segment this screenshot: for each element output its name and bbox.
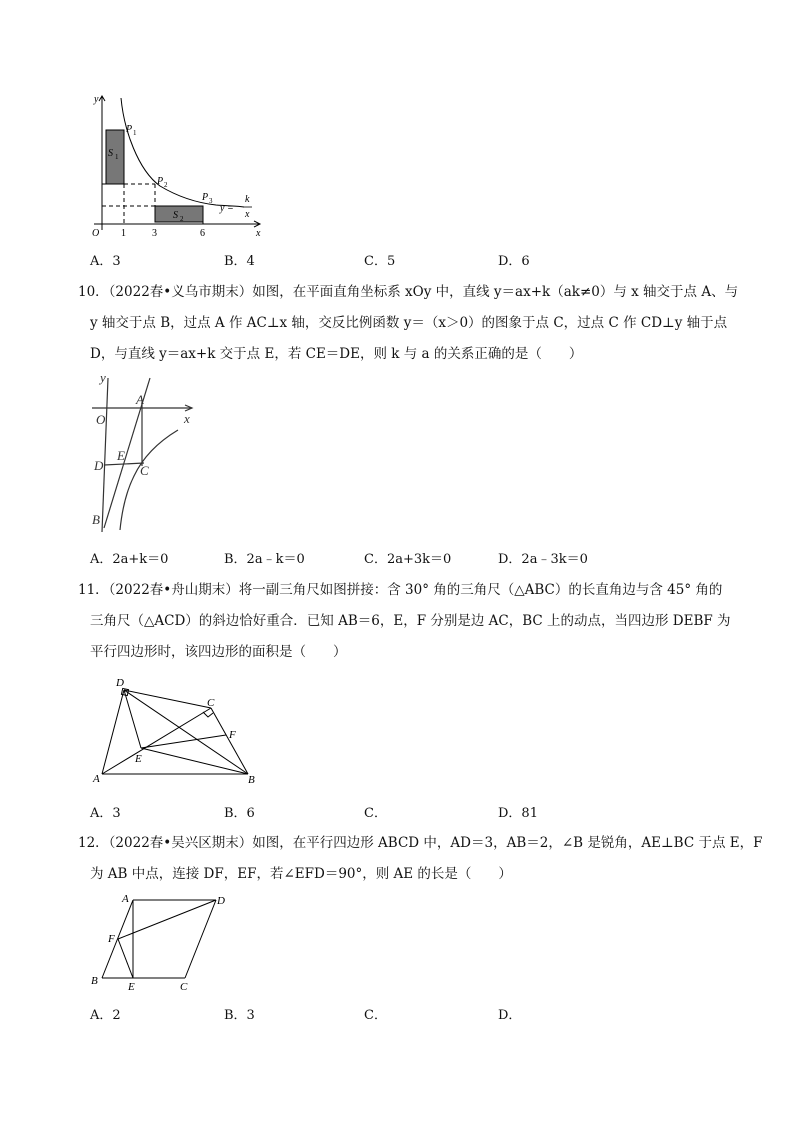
q10-hyperbola [120, 430, 178, 530]
q12-label-d: D [217, 895, 225, 907]
q9-eq-x: x [245, 209, 250, 220]
q9-label-p1: P [126, 124, 133, 135]
q9-label-s1: S [108, 148, 113, 159]
q10-line-3: D，与直线 y＝ax+k 交于点 E，若 CE＝DE，则 k 与 a 的关系正确的是（ ） [90, 346, 583, 362]
q12-line-1: 12．（2022春•吴兴区期末）如图，在平行四边形 ABCD 中，AD＝3，AB＝2，∠B 是锐角，AE⊥BC 于点 E，F [78, 835, 763, 851]
q9-label-p2-sub: 2 [164, 181, 168, 189]
q9-figure [88, 90, 268, 238]
q9-label-s1-sub: 1 [115, 153, 119, 161]
q12-line-2: 为 AB 中点，连接 DF，EF，若∠EFD＝90°，则 AE 的长是（ ） [90, 866, 512, 882]
q9-label-s2-sub: 2 [180, 215, 184, 223]
q10-label-e: E [117, 448, 125, 463]
q12-option-c: C． [364, 1008, 387, 1023]
q9-label-y: y [94, 94, 99, 105]
q12-option-b: B．3 [224, 1008, 255, 1023]
q10-stem [78, 277, 739, 370]
q12-option-a: A．2 [90, 1008, 121, 1023]
q10-label-b: B [92, 512, 100, 527]
q11-label-f: F [229, 729, 236, 741]
q9-label-p3-sub: 3 [209, 197, 213, 205]
q11-stem [78, 575, 731, 668]
q9-eq-y: y = [220, 203, 234, 214]
q11-line-1: 11．（2022春•舟山期末）将一副三角尺如图拼接：含 30° 角的三角尺（△ABC）的长直角边与含 45° 角的 [78, 582, 723, 598]
q12-label-f: F [108, 933, 115, 945]
q10-label-d: D [94, 458, 104, 473]
q12-label-b: B [91, 975, 98, 987]
q9-label-p1-sub: 1 [133, 129, 137, 137]
q11-option-a: A．3 [90, 806, 121, 821]
q9-label-s2: S [173, 210, 178, 221]
q9-option-d: D．6 [498, 254, 530, 269]
q11-option-c: C． [364, 806, 387, 821]
q9-eq-k: k [245, 194, 250, 205]
q10-line-2: y 轴交于点 B，过点 A 作 AC⊥x 轴，交反比例函数 y＝（x＞0）的图象于点 C，过点 C 作 CD⊥y 轴于点 [90, 315, 728, 331]
q12-label-e: E [128, 981, 135, 993]
q11-option-d: D．81 [498, 806, 538, 821]
q10-y-axis [102, 378, 108, 532]
q10-line-1: 10．（2022春•义乌市期末）如图，在平面直角坐标系 xOy 中，直线 y＝ax+k（ak≠0）与 x 轴交于点 A、与 [78, 284, 739, 300]
q9-hyperbola [121, 98, 244, 207]
q11-option-b: B．6 [224, 806, 255, 821]
q11-line-3: 平行四边形时，该四边形的面积是（ ） [90, 644, 347, 660]
q10-option-c: C．2a+3k＝0 [364, 552, 452, 567]
q10-label-o: O [96, 412, 106, 427]
q10-label-x: x [184, 411, 190, 426]
q10-option-b: B．2a﹣k＝0 [224, 552, 305, 567]
q11-label-d: D [116, 677, 124, 689]
q10-label-y: y [100, 372, 106, 385]
q9-label-o: O [92, 228, 100, 238]
q12-label-a: A [122, 893, 129, 905]
q9-option-a: A．3 [90, 254, 121, 269]
q12-label-c: C [180, 981, 188, 993]
q10-figure [88, 372, 198, 534]
q12-stem [78, 828, 763, 890]
q10-label-c: C [140, 463, 149, 478]
q11-label-c: C [207, 697, 215, 709]
q11-line-2: 三角尺（△ACD）的斜边恰好重合．已知 AB＝6，E，F 分别是边 AC，BC 上的动点，当四边形 DEBF 为 [90, 613, 731, 629]
q9-tick-3: 3 [152, 228, 157, 238]
q9-tick-1: 1 [121, 228, 126, 238]
q11-figure [90, 672, 265, 787]
q11-label-e: E [135, 753, 142, 765]
q9-label-p2: P [157, 176, 164, 187]
q9-option-c: C．5 [364, 254, 396, 269]
q12-figure [88, 892, 238, 996]
q10-label-a: A [136, 392, 144, 407]
q10-option-a: A．2a+k＝0 [90, 552, 169, 567]
q11-label-b: B [248, 774, 255, 786]
q9-s2-rect [155, 206, 203, 222]
q9-option-b: B．4 [224, 254, 255, 269]
q9-label-p3: P [202, 192, 209, 203]
q10-option-d: D．2a﹣3k＝0 [498, 552, 588, 567]
q9-label-x: x [256, 228, 261, 238]
q9-tick-6: 6 [200, 228, 205, 238]
q12-option-d: D． [498, 1008, 522, 1023]
q11-label-a: A [93, 773, 100, 785]
